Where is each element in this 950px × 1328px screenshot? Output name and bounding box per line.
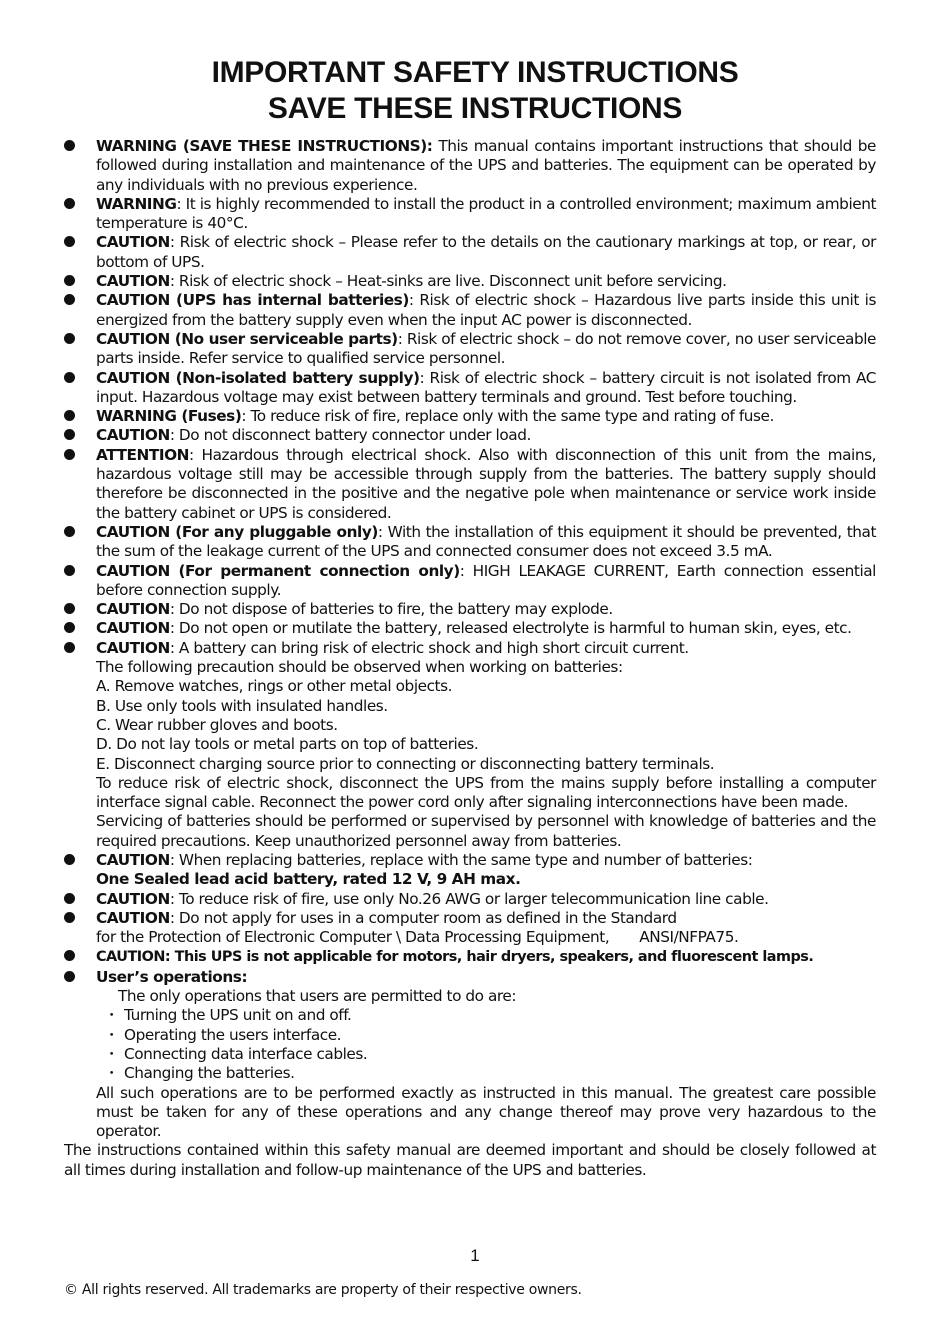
list-item xyxy=(64,195,876,234)
list-item xyxy=(64,137,876,195)
item-text: This manual contains important instructions that should be followed during installation and maintenance of the UPS and batteries. The equipment can be operated by any individuals with no previous experience. xyxy=(96,137,876,194)
battery-precaution-intro: The following precaution should be observed when working on batteries: xyxy=(96,658,623,677)
item-label: CAUTION xyxy=(96,850,170,869)
item-text: : Risk of electric shock – Please refer to the details on the cautionary markings at top, or rear, or bottom of UPS. xyxy=(96,233,876,271)
item-label: CAUTION xyxy=(96,272,170,291)
item-label: CAUTION (Non-isolated battery supply) xyxy=(96,368,420,387)
item-text: : Do not apply for uses in a computer room as defined in the Standard xyxy=(169,908,677,927)
list-item xyxy=(64,619,876,638)
list-item xyxy=(64,369,876,408)
battery-step: D. Do not lay tools or metal parts on top of batteries. xyxy=(96,735,479,754)
item-label: WARNING (SAVE THESE INSTRUCTIONS): xyxy=(96,137,433,155)
list-item-room-caution xyxy=(64,909,876,948)
list-item xyxy=(64,600,876,619)
item-label: CAUTION (UPS has internal batteries) xyxy=(96,291,409,310)
page-subtitle: SAVE THESE INSTRUCTIONS xyxy=(267,92,683,125)
item-text: : Hazardous through electrical shock. Also with disconnection of this unit from the mains, hazardous voltage still may be accessible through supply from the batteries. The battery supply should therefore be disconnected in the positive and the negative pole when maintenance or service work inside the battery cabinet or UPS is considered. xyxy=(96,445,876,522)
copyright-footer: © All rights reserved. All trademarks are property of their respective owners. xyxy=(64,1282,582,1298)
item-text: : To reduce risk of fire, use only No.26 AWG or larger telecommunication line cable. xyxy=(169,889,769,908)
item-text: : To reduce risk of fire, replace only with the same type and rating of fuse. xyxy=(241,407,774,426)
list-item xyxy=(64,291,876,330)
bullet-icon: ・ xyxy=(104,1064,119,1083)
item-label: ATTENTION xyxy=(96,445,190,464)
item-text: : Risk of electric shock – Heat-sinks are live. Disconnect unit before servicing. xyxy=(169,272,727,291)
item-label: WARNING (Fuses) xyxy=(96,407,242,426)
item-text: : It is highly recommended to install the product in a controlled environment; maximum ambient temperature is 40°C. xyxy=(96,194,876,233)
list-item xyxy=(64,562,876,601)
users-op: ・ Connecting data interface cables. xyxy=(104,1044,368,1063)
item-text: : Risk of electric shock – do not remove cover, no user serviceable parts inside. Refer service to qualified service personnel. xyxy=(96,329,876,368)
item-text: : Risk of electric shock – battery circuit is not isolated from AC input. Hazardous voltage may exist between battery terminals and ground. Test before touching. xyxy=(96,368,876,406)
item-text: : With the installation of this equipment it should be prevented, that the sum of the leakage current of the UPS and connected consumer does not exceed 3.5 mA. xyxy=(96,522,877,561)
item-label: CAUTION (For permanent connection only) xyxy=(96,561,460,580)
item-label: CAUTION xyxy=(96,889,170,908)
battery-spec: One Sealed lead acid battery, rated 12 V, 9 AH max. xyxy=(96,870,521,889)
item-text-bold: CAUTION: This UPS is not applicable for motors, hair dryers, speakers, and fluorescent lamps. xyxy=(96,949,814,966)
battery-step: B. Use only tools with insulated handles. xyxy=(96,696,388,715)
safety-instructions xyxy=(64,137,876,1180)
instruction-list xyxy=(64,137,876,639)
list-item-replace-caution xyxy=(64,851,876,890)
room-caution-text: for the Protection of Electronic Computer \ Data Processing Equipment, xyxy=(96,928,610,947)
item-text: : Do not open or mutilate the battery, released electrolyte is harmful to human skin, eyes, etc. xyxy=(169,619,852,638)
closing-paragraph: The instructions contained within this safety manual are deemed important and should be closely followed at all times during installation and follow-up maintenance of the UPS and batteries. xyxy=(64,1141,876,1179)
list-item-cable-caution xyxy=(64,890,876,909)
list-item-battery-caution xyxy=(64,639,876,851)
item-text: : HIGH LEAKAGE CURRENT, Earth connection essential before connection supply. xyxy=(96,561,876,599)
servicing-paragraph: Servicing of batteries should be performed or supervised by personnel with knowledge of batteries and the required precautions. Keep unauthorized personnel away from batteries. xyxy=(96,812,876,850)
item-label: User’s operations: xyxy=(96,967,248,986)
list-item xyxy=(64,523,876,562)
battery-step: C. Wear rubber gloves and boots. xyxy=(96,715,338,734)
users-ops-intro: The only operations that users are permitted to do are: xyxy=(118,987,517,1006)
item-text: : Risk of electric shock – Hazardous live parts inside this unit is energized from the battery supply even when the input AC power is disconnected. xyxy=(96,291,876,329)
standard-reference: ANSI/NFPA75. xyxy=(639,928,739,947)
bullet-icon: ・ xyxy=(104,1025,119,1044)
item-label: CAUTION xyxy=(96,426,170,445)
page-number: 1 xyxy=(470,1246,480,1265)
list-item-motors-caution xyxy=(64,947,876,967)
item-label: CAUTION xyxy=(96,638,170,657)
battery-step: E. Disconnect charging source prior to connecting or disconnecting battery terminals. xyxy=(96,754,715,773)
list-item xyxy=(64,272,876,291)
item-label: WARNING xyxy=(96,194,177,213)
item-text: : A battery can bring risk of electric shock and high short circuit current. xyxy=(169,638,689,657)
list-item xyxy=(64,407,876,426)
bullet-icon: ・ xyxy=(104,1006,119,1025)
item-label: CAUTION xyxy=(96,600,170,619)
item-label: CAUTION (No user serviceable parts) xyxy=(96,329,398,348)
item-text: : Do not dispose of batteries to fire, the battery may explode. xyxy=(169,600,613,619)
interface-cable-paragraph: To reduce risk of electric shock, disconnect the UPS from the mains supply before installing a computer interface signal cable. Reconnect the power cord only after signaling interconnections have been made. xyxy=(96,773,876,812)
item-label: CAUTION xyxy=(96,233,170,252)
list-item-users-operations xyxy=(64,968,876,1142)
bullet-icon: ・ xyxy=(104,1044,119,1063)
list-item xyxy=(64,426,876,445)
users-ops-note: All such operations are to be performed exactly as instructed in this manual. The greatest care possible must be taken for any of these operations and any change thereof may prove very hazardous to the operator. xyxy=(96,1083,876,1141)
room-caution-line2 xyxy=(96,928,876,947)
item-label: CAUTION xyxy=(96,908,170,927)
users-op: ・ Operating the users interface. xyxy=(104,1025,342,1044)
list-item xyxy=(64,446,876,523)
item-text: : Do not disconnect battery connector under load. xyxy=(169,426,531,445)
battery-step: A. Remove watches, rings or other metal objects. xyxy=(96,677,453,696)
list-item xyxy=(64,330,876,369)
item-label: CAUTION xyxy=(96,619,170,638)
item-label: CAUTION (For any pluggable only) xyxy=(96,522,378,541)
list-item xyxy=(64,233,876,272)
users-op: ・ Turning the UPS unit on and off. xyxy=(104,1006,352,1025)
page-title: IMPORTANT SAFETY INSTRUCTIONS xyxy=(211,56,739,89)
item-text: : When replacing batteries, replace with the same type and number of batteries: xyxy=(169,850,753,869)
users-op: ・ Changing the batteries. xyxy=(104,1064,295,1083)
